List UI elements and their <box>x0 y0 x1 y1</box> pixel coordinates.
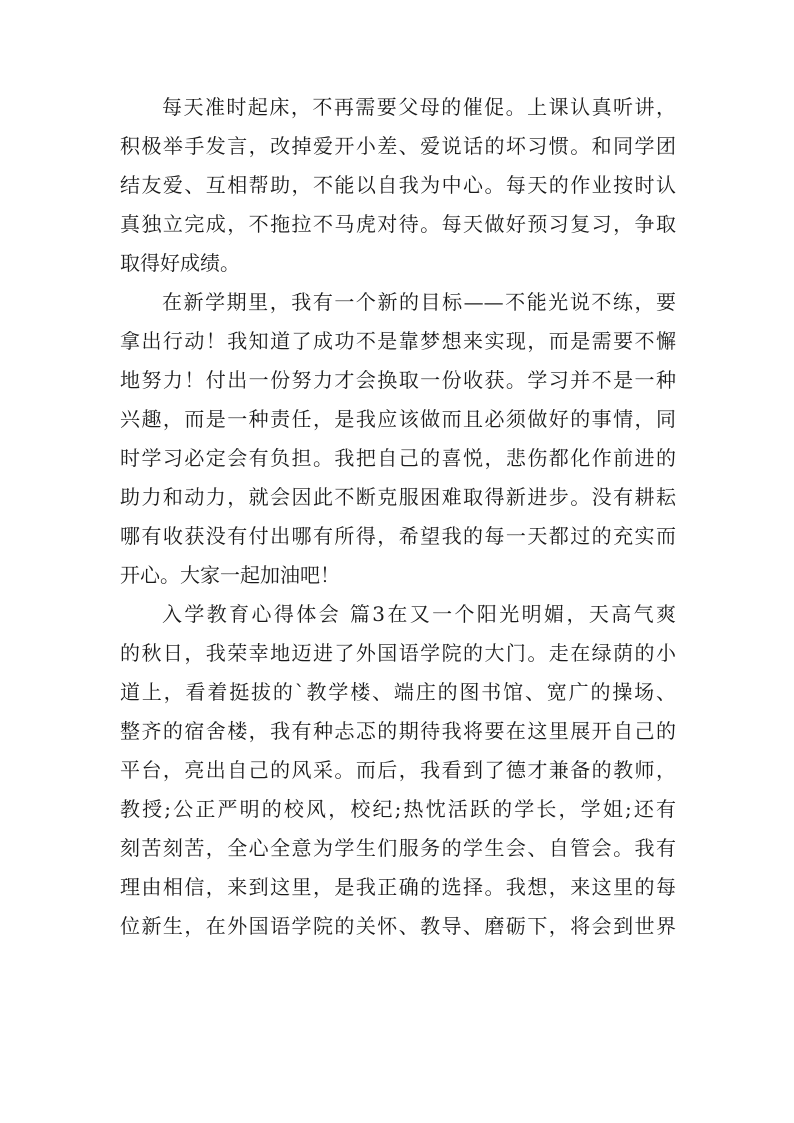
paragraph-2-line-4: 兴趣，而是一种责任，是我应该做而且必须做好的事情，同 <box>120 407 676 431</box>
paragraph-2-line-8: 开心。大家一起加油吧！ <box>120 563 340 587</box>
paragraph-3-line-5: 平台，亮出自己的风采。而后，我看到了德才兼备的教师， <box>120 758 676 782</box>
paragraph-3-line-4: 整齐的宿舍楼，我有种忐忑的期待我将要在这里展开自己的 <box>120 719 676 743</box>
paragraph-1-line-4: 真独立完成，不拖拉不马虎对待。每天做好预习复习，争取 <box>120 212 676 236</box>
paragraph-3-line-2: 的秋日，我荣幸地迈进了外国语学院的大门。走在绿荫的小 <box>120 641 676 665</box>
paragraph-3-line-9: 位新生，在外国语学院的关怀、教导、磨砺下，将会到世界 <box>120 914 676 938</box>
paragraph-1-line-1: 每天准时起床，不再需要父母的催促。上课认真听讲， <box>162 95 676 119</box>
paragraph-1-line-2: 积极举手发言，改掉爱开小差、爱说话的坏习惯。和同学团 <box>120 134 676 158</box>
paragraph-2-line-1: 在新学期里，我有一个新的目标——不能光说不练，要 <box>162 290 676 314</box>
paragraph-3-line-6: 教授;公正严明的校风，校纪;热忱活跃的学长，学姐;还有 <box>120 797 676 821</box>
paragraph-3-line-1: 入学教育心得体会 篇3在又一个阳光明媚，天高气爽 <box>162 602 676 626</box>
paragraph-2-line-3: 地努力！付出一份努力才会换取一份收获。学习并不是一种 <box>120 368 676 392</box>
paragraph-1-line-5: 取得好成绩。 <box>120 251 240 275</box>
paragraph-2-line-2: 拿出行动！我知道了成功不是靠梦想来实现，而是需要不懈 <box>120 329 676 353</box>
paragraph-2-line-7: 哪有收获没有付出哪有所得，希望我的每一天都过的充实而 <box>120 524 676 548</box>
paragraph-3-line-8: 理由相信，来到这里，是我正确的选择。我想，来这里的每 <box>120 875 676 899</box>
paragraph-2-line-6: 助力和动力，就会因此不断克服困难取得新进步。没有耕耘 <box>120 485 676 509</box>
document-body <box>120 88 676 946</box>
paragraph-3-line-3: 道上，看着挺拔的`教学楼、端庄的图书馆、宽广的操场、 <box>120 680 676 704</box>
paragraph-3-line-7: 刻苦刻苦，全心全意为学生们服务的学生会、自管会。我有 <box>120 836 676 860</box>
paragraph-2-line-5: 时学习必定会有负担。我把自己的喜悦，悲伤都化作前进的 <box>120 446 676 470</box>
paragraph-1-line-3: 结友爱、互相帮助，不能以自我为中心。每天的作业按时认 <box>120 173 676 197</box>
